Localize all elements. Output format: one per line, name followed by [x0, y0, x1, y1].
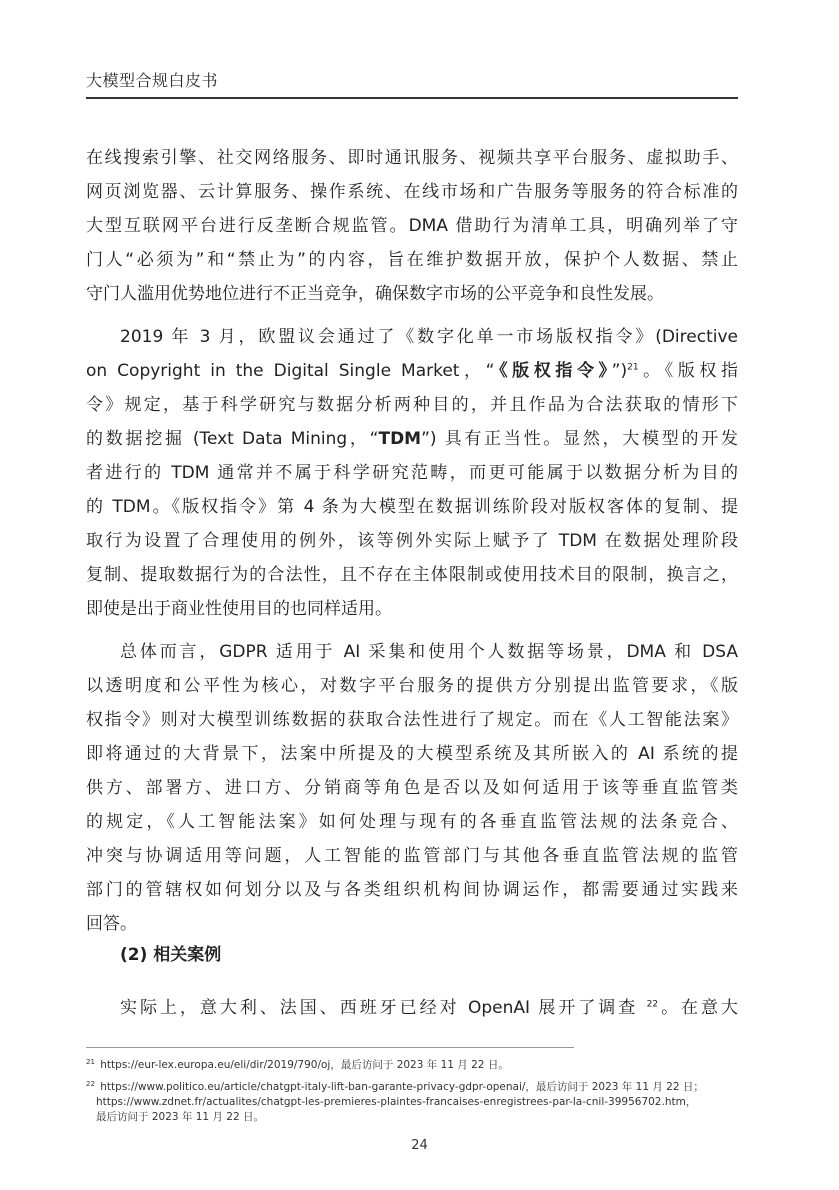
text-line: 者进行的 TDM 通常并不属于科学研究范畴，而更可能属于以数据分析为目的 [86, 463, 738, 483]
text-line: 大型互联网平台进行反垄断合规监管。DMA 借助行为清单工具，明确列举了守 [86, 216, 738, 236]
footnote-text: https://eur-lex.europa.eu/eli/dir/2019/790/oj，最后访问于 2023 年 11 月 22 日。 [96, 1059, 509, 1071]
footnotes [86, 1058, 742, 1125]
text-line [86, 422, 738, 456]
footnote-22 [86, 1080, 742, 1095]
text-line [86, 991, 738, 1025]
paragraph-copyright-directive [86, 320, 738, 626]
text-line: 供方、部署方、进口方、分销商等角色是否以及如何适用于该等垂直监管类 [86, 778, 738, 798]
text-run: on Copyright in the Digital Single Market，“ [86, 361, 495, 381]
text-run: 实际上，意大利、法国、西班牙已经对 OpenAI 展开了调查 [120, 998, 647, 1018]
footnote-21 [86, 1058, 742, 1073]
text-line: 网页浏览器、云计算服务、操作系统、在线市场和广告服务等服务的符合标准的 [86, 182, 738, 202]
text-line: 的 TDM。《版权指令》第 4 条为大模型在数据训练阶段对版权客体的复制、提 [86, 497, 738, 517]
text-line: 冲突与协调适用等问题，人工智能的监管部门与其他各垂直监管法规的监管 [86, 846, 738, 866]
footnote-text: https://www.zdnet.fr/actualites/chatgpt-les-premieres-plaintes-francaises-enregistrees-par-la-cnil-39956702.htm， [96, 1096, 697, 1108]
bold-term-copyright-directive: 《版权指令》 [494, 361, 612, 381]
page-number: 24 [411, 1138, 428, 1153]
text-line: 部门的管辖权如何划分以及与各类组织机构间协调运作，都需要通过实践来 [86, 880, 738, 900]
text-line: 的规定，《人工智能法案》如何处理与现有的各垂直监管法规的法条竞合、 [86, 812, 738, 832]
paragraph-summary [86, 635, 738, 941]
text-line: 即将通过的大背景下，法案中所提及的大模型系统及其所嵌入的 AI 系统的提 [86, 744, 738, 764]
text-line: 令》规定，基于科学研究与数据分析两种目的，并且作品为合法获取的情形下 [86, 395, 738, 415]
footnote-marker: 21 [86, 1057, 95, 1066]
text-line: 取行为设置了合理使用的例外，该等例外实际上赋予了 TDM 在数据处理阶段 [86, 531, 738, 551]
text-run: ”) 具有正当性。显然，大模型的开发 [421, 429, 739, 449]
footnote-text: https://www.politico.eu/article/chatgpt-italy-lift-ban-garante-privacy-gdpr-openai/，最后访问于 2023 年 11 月 22 日； [96, 1081, 704, 1093]
header-divider [86, 97, 738, 99]
text-line: 复制、提取数据行为的合法性，且不存在主体限制或使用技术目的限制，换言之， [86, 565, 738, 585]
footnote-divider [86, 1047, 574, 1048]
text-line: 门人“必须为”和“禁止为”的内容，旨在维护数据开放，保护个人数据、禁止 [86, 250, 738, 270]
footnote-ref-22: 22 [646, 999, 659, 1010]
footnote-text: 最后访问于 2023 年 11 月 22 日。 [96, 1111, 264, 1123]
text-run: 的数据挖掘 (Text Data Mining，“ [86, 429, 379, 449]
footnote-ref-21: 21 [627, 362, 639, 373]
paragraph-investigations [86, 991, 738, 1025]
text-line: 总体而言，GDPR 适用于 AI 采集和使用个人数据等场景，DMA 和 DSA [120, 642, 738, 662]
text-run: ”) [611, 361, 628, 381]
bold-term-tdm: TDM [378, 429, 422, 449]
text-run: 。在意大 [658, 998, 738, 1018]
text-line: 在线搜索引擎、社交网络服务、即时通讯服务、视频共享平台服务、虚拟助手、 [86, 148, 738, 168]
footnote-marker: 22 [86, 1079, 95, 1088]
text-line [86, 354, 738, 388]
section-heading-related-cases: (2) 相关案例 [120, 945, 222, 965]
text-line: 守门人滥用优势地位进行不正当竞争，确保数字市场的公平竞争和良性发展。 [86, 284, 664, 304]
text-line: 以透明度和公平性为核心，对数字平台服务的提供方分别提出监管要求，《版 [86, 676, 738, 696]
text-line: 2019 年 3 月，欧盟议会通过了《数字化单一市场版权指令》(Directive [120, 327, 738, 347]
text-line: 权指令》则对大模型训练数据的获取合法性进行了规定。而在《人工智能法案》 [86, 710, 738, 730]
running-header-title: 大模型合规白皮书 [86, 71, 219, 90]
paragraph-dma-continuation [86, 141, 738, 311]
text-run: 。《版权指 [638, 361, 739, 381]
text-line: 回答。 [86, 914, 137, 934]
text-line: 即使是出于商业性使用目的也同样适用。 [86, 599, 392, 619]
